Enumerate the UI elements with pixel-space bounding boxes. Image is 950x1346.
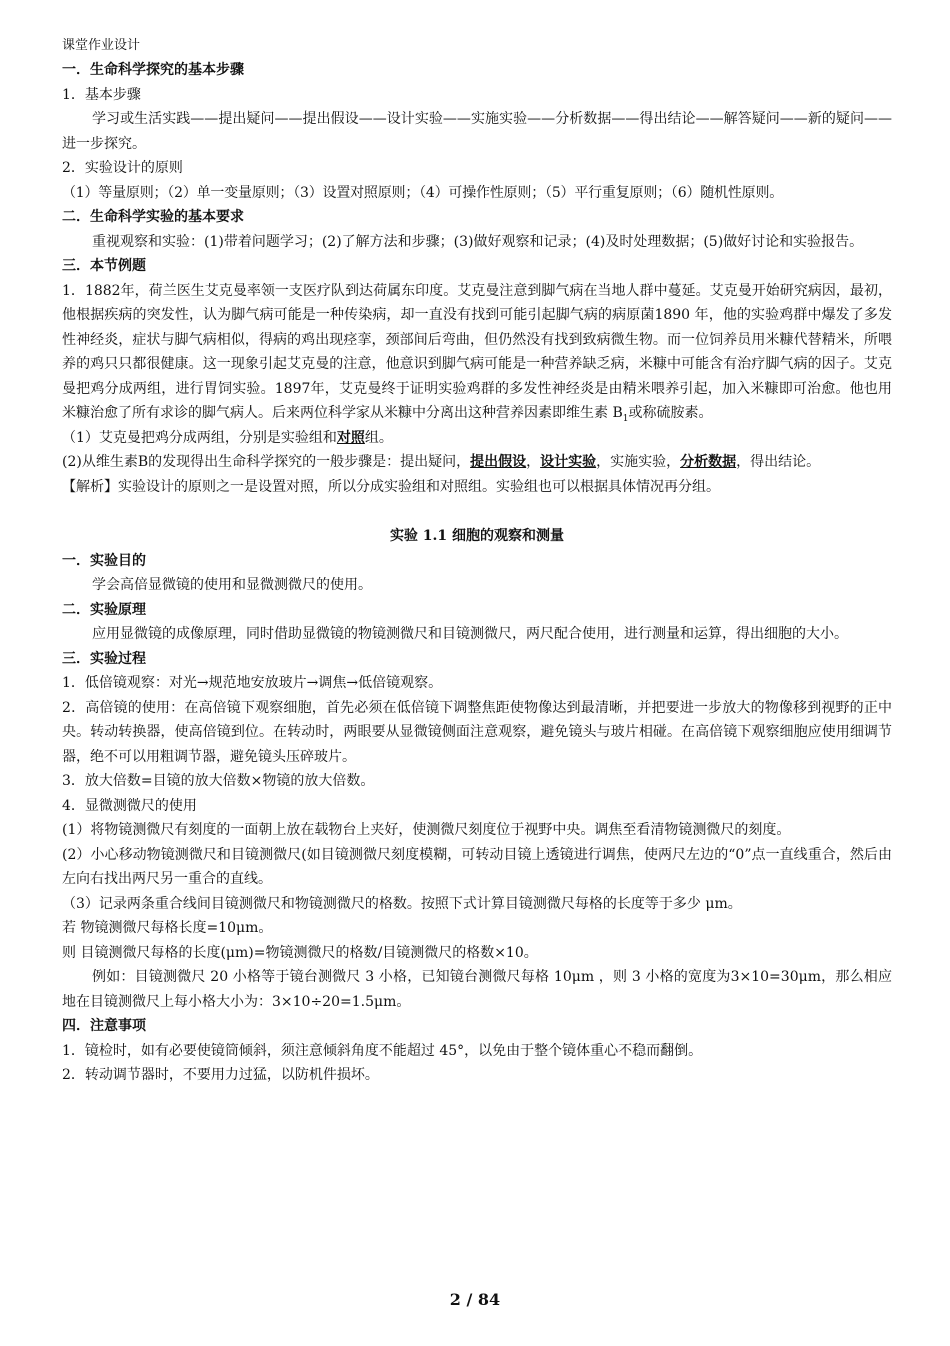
- question-2: [62, 450, 892, 475]
- paragraph: 例如：目镜测微尺 20 小格等于镜台测微尺 3 小格，已知镜台测微尺每格 10μm ，则 3 小格的宽度为3×10=30μm，那么相应地在目镜测微尺上每小格大小为：3×10÷20=1.5μm。: [62, 969, 892, 1010]
- section-title: 二．生命科学实验的基本要求: [62, 209, 244, 225]
- paragraph: 学习或生活实践——提出疑问——提出假设——设计实验——实施实验——分析数据——得出结论——解答疑问——新的疑问——进一步探究。: [62, 111, 892, 152]
- section-title: 三．实验过程: [62, 650, 146, 667]
- section-title: 三．本节例题: [62, 258, 146, 274]
- question-text: ，实施实验，: [596, 454, 681, 470]
- answer-underlined: 设计实验: [540, 454, 597, 470]
- section-title: 一．实验目的: [62, 552, 146, 569]
- paragraph: 1．镜检时，如有必要使镜筒倾斜，须注意倾斜角度不能超过 45°，以免由于整个镜体重心不稳而翻倒。: [62, 1042, 703, 1059]
- section-title: 一．生命科学探究的基本步骤: [62, 62, 244, 78]
- question-text: （1）艾克曼把鸡分成两组，分别是实验组和: [62, 429, 337, 446]
- paragraph: (1）将物镜测微尺有刻度的一面朝上放在载物台上夹好，使测微尺刻度位于视野中央。调焦至看清物镜测微尺的刻度。: [62, 822, 791, 838]
- answer-underlined: 分析数据: [680, 454, 737, 470]
- question-text: (2)从维生素B的发现得出生命科学探究的一般步骤是：提出疑问，: [62, 454, 471, 470]
- example-text-tail: 或称硫胺素。: [628, 405, 713, 421]
- paragraph: 2．转动调节器时，不要用力过猛，以防机件损坏。: [62, 1067, 379, 1083]
- section-title: 二．实验原理: [62, 601, 146, 618]
- paragraph: 重视观察和实验：(1)带着问题学习；(2)了解方法和步骤；(3)做好观察和记录；(4)及时处理数据；(5)做好讨论和实验报告。: [92, 233, 864, 250]
- paragraph: 学会高倍显微镜的使用和显微测微尺的使用。: [92, 577, 372, 593]
- paragraph: 3．放大倍数=目镜的放大倍数×物镜的放大倍数。: [62, 773, 375, 789]
- question-text: ，得出结论。: [736, 454, 821, 470]
- section-title: 四．注意事项: [62, 1018, 146, 1034]
- question-text: 组。: [364, 429, 393, 446]
- paragraph: 2．高倍镜的使用：在高倍镜下观察细胞，首先必须在低倍镜下调整焦距使物像达到最清晰，并把要进一步放大的物像移到视野的正中央。转动转换器，使高倍镜到位。在转动时，两眼要从显微镜侧面注意观察，避免镜头与玻片相碰。在高倍镜下观察细胞应使用细调节器，绝不可以用粗调节器，避免镜头压碎玻片。: [62, 699, 892, 765]
- subscript: 1: [622, 413, 629, 424]
- paragraph: (2）小心移动物镜测微尺和目镜测微尺(如目镜测微尺刻度模糊，可转动目镜上透镜进行调焦，使两尺左边的“0”点一直线重合，然后由左向右找出两尺另一重合的直线。: [62, 846, 892, 887]
- experiment-title: 实验 1.1 细胞的观察和测量: [389, 528, 565, 544]
- answer-underlined: 对照: [336, 429, 365, 446]
- paragraph: 则 目镜测微尺每格的长度(μm)=物镜测微尺的格数/目镜测微尺的格数×10。: [62, 944, 538, 961]
- question-text: ，: [526, 454, 541, 470]
- paragraph: 若 物镜测微尺每格长度=10μm。: [62, 920, 273, 936]
- example-paragraph: [62, 279, 892, 426]
- page-header: 课堂作业设计: [62, 38, 141, 53]
- paragraph: 1．低倍镜观察：对光→规范地安放玻片→调焦→低倍镜观察。: [62, 675, 443, 691]
- analysis: 【解析】实验设计的原则之一是设置对照，所以分成实验组和对照组。实验组也可以根据具体情况再分组。: [62, 478, 720, 495]
- answer-underlined: 提出假设: [470, 454, 527, 470]
- subsection-label: 1．基本步骤: [62, 86, 141, 103]
- page-number: 2 / 84: [449, 1290, 501, 1309]
- example-text: 1．1882年，荷兰医生艾克曼率领一支医疗队到达荷属东印度。艾克曼注意到脚气病在当地人群中蔓延。艾克曼开始研究病因，最初，他根据疾病的突发性，认为脚气病可能是一种传染病，却一直没有找到可能引起脚气病的病原菌1890 年，他的实验鸡群中爆发了多发性神经炎，症状与脚气病相似，得病的鸡出现痉挛，颈部间后弯曲，但仍然没有找到致病微生物。而一位饲养员用米糠代替精米，所喂养的鸡只只都很健康。这一现象引起艾克曼的注意，他意识到脚气病可能是一种营养缺乏病，米糠中可能含有治疗脚气病的因子。艾克曼把鸡分成两组，进行胃饲实验。1897年，艾克曼终于证明实验鸡群的多发性神经炎是由精米喂养引起，加入米糠即可治愈。他也用米糠治愈了所有求诊的脚气病人。后来两位科学家从米糠中分离出这种营养因素即维生素 B: [62, 282, 892, 421]
- question-1: [62, 426, 892, 451]
- page-content: [62, 36, 892, 1088]
- spacer: [62, 499, 892, 524]
- subsection-label: 2．实验设计的原则: [62, 160, 183, 176]
- paragraph: 应用显微镜的成像原理，同时借助显微镜的物镜测微尺和目镜测微尺，两尺配合使用，进行测量和运算，得出细胞的大小。: [92, 626, 848, 642]
- paragraph: （1）等量原则；（2）单一变量原则；（3）设置对照原则；（4）可操作性原则；（5）平行重复原则；（6）随机性原则。: [62, 184, 784, 201]
- paragraph: 4．显微测微尺的使用: [62, 797, 197, 814]
- paragraph: （3）记录两条重合线间目镜测微尺和物镜测微尺的格数。按照下式计算目镜测微尺每格的长度等于多少 μm。: [62, 895, 742, 912]
